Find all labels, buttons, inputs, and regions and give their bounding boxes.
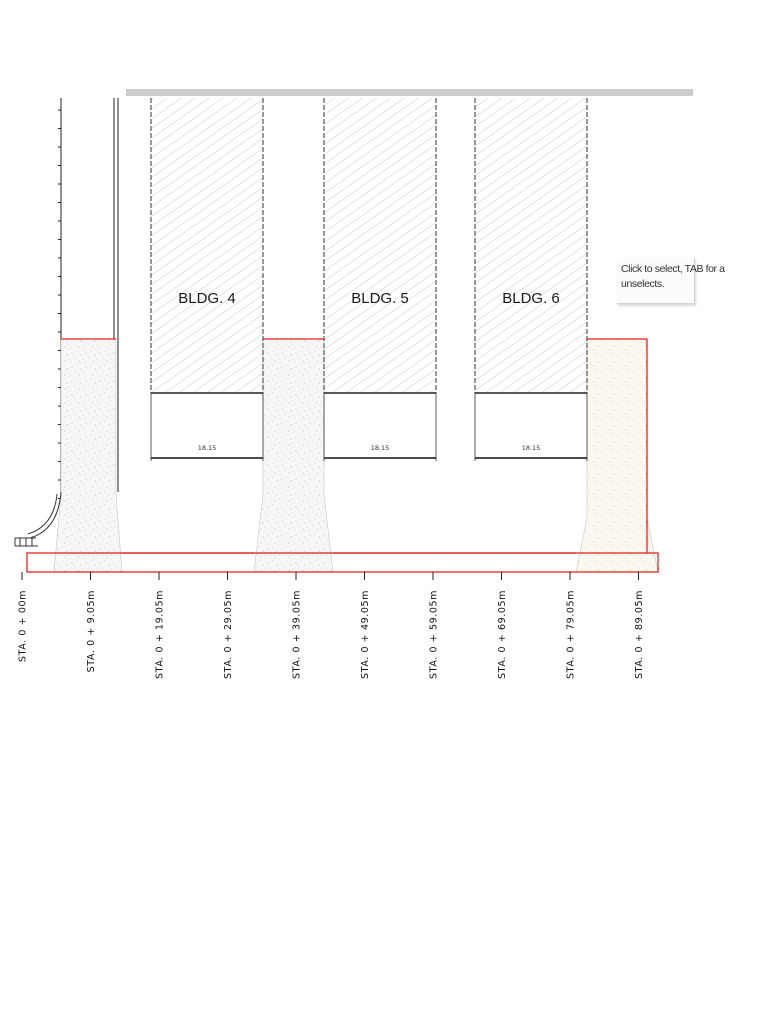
- building-6-footprint: [475, 98, 587, 393]
- walkway-left: [54, 339, 122, 572]
- building-5[interactable]: [324, 98, 436, 461]
- building-4-footprint: [151, 98, 263, 393]
- selection-tooltip: [617, 258, 725, 304]
- station-label: STA. 0 + 29.05m: [223, 590, 234, 679]
- walkway-right: [576, 339, 658, 572]
- building-5-footprint: [324, 98, 436, 393]
- station-label: STA. 0 + 9.05m: [86, 590, 97, 673]
- building-5-dimension: 18.15: [370, 444, 390, 452]
- building-4-label: BLDG. 4: [178, 290, 236, 307]
- station-markers: [18, 572, 646, 679]
- building-4[interactable]: [151, 98, 263, 461]
- station-label: STA. 0 + 89.05m: [634, 590, 645, 679]
- station-label: STA. 0 + 19.05m: [154, 590, 166, 679]
- station-label: STA. 0 + 49.05m: [360, 590, 371, 679]
- tooltip-line-1: Click to select, TAB for a: [621, 263, 725, 275]
- station-label: STA. 0 + 79.05m: [565, 590, 577, 679]
- curb-detail: [15, 492, 61, 546]
- building-6[interactable]: [475, 98, 587, 461]
- tooltip-line-2: unselects.: [621, 278, 665, 290]
- station-label: STA. 0 + 00m: [17, 590, 29, 663]
- station-label: STA. 0 + 69.05m: [497, 590, 508, 679]
- building-6-dimension: 18.15: [521, 444, 541, 452]
- walkway-center: [254, 339, 333, 572]
- top-border-bar: [126, 89, 693, 96]
- building-4-dimension: 18.15: [197, 444, 217, 452]
- station-label: STA. 0 + 39.05m: [291, 590, 303, 679]
- building-5-label: BLDG. 5: [351, 290, 409, 307]
- station-label: STA. 0 + 59.05m: [428, 590, 440, 679]
- building-6-label: BLDG. 6: [502, 290, 560, 307]
